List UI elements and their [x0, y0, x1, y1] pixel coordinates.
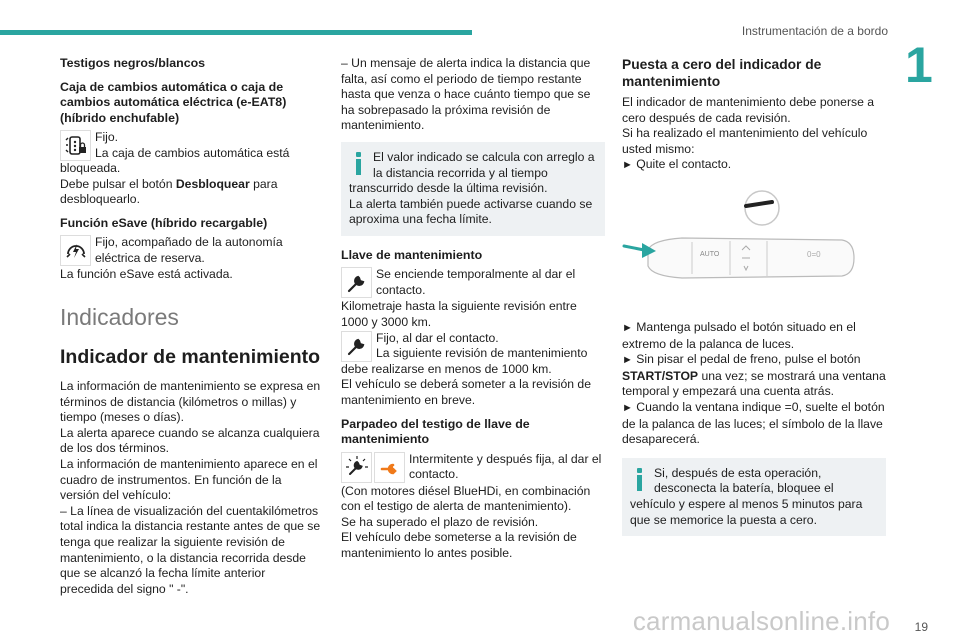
parpadeo-row	[341, 452, 605, 484]
mant-p1: La información de mantenimiento se expresa en términos de distancia (kilómetros o millas) y tiempo (meses o días).	[60, 379, 321, 425]
parp3-text: Se ha superado el plazo de revisión.	[341, 514, 539, 529]
start-stop-label: START/STOP	[622, 368, 699, 383]
info-note-1	[341, 142, 605, 236]
step-2	[622, 320, 886, 352]
info-icon	[630, 466, 648, 491]
note2-text: La alerta también puede activarse cuando se aproxima una fecha límite.	[349, 196, 593, 227]
alert-message-text: – Un mensaje de alerta indica la distancia que falta, así como el periodo de tiempo restante hasta que venza o hace cuánto tiempo que se ha sobrepasado la próxima revisión de mantenimiento.	[341, 56, 591, 133]
caja-action-post: para desbloquearlo.	[60, 176, 278, 207]
llave2b-text: La siguiente revisión de mantenimiento debe realizarse en menos de 1000 km.	[341, 346, 588, 376]
header-accent-bar	[0, 30, 472, 35]
caja-state: Fijo.	[95, 130, 119, 144]
step-2-text: Mantenga pulsado el botón situado en el extremo de la palanca de luces.	[622, 319, 856, 351]
step-arrow: ►	[622, 401, 633, 414]
esave-text: Fijo, acompañado de la autonomía eléctrica de reserva.	[95, 235, 283, 266]
step-4	[622, 400, 886, 448]
caja-action-pre: Debe pulsar el botón	[60, 176, 176, 191]
step-arrow: ►	[622, 321, 633, 334]
step-3-post: una vez; se mostrará una ventana temporal y empezará una cuenta atrás.	[622, 368, 886, 399]
wrench-icon	[341, 331, 372, 362]
llave-row-1	[341, 267, 605, 299]
puesta-p2: Si ha realizado el mantenimiento del vehículo usted mismo:	[622, 126, 868, 156]
heading-parpadeo: Parpadeo del testigo de llave de mantenimiento	[341, 416, 530, 447]
heading-llave: Llave de mantenimiento	[341, 247, 483, 262]
parp4-text: El vehículo debe someterse a la revisión de mantenimiento lo antes posible.	[341, 530, 577, 560]
note-battery-text: Si, después de esta operación, desconecta la batería, bloquee el vehículo y espere al menos 5 minutos para que se memorice la puesta a cero.	[630, 465, 863, 527]
heading-indicadores: Indicadores	[60, 304, 179, 331]
unlock-button-label: Desbloquear	[175, 176, 250, 191]
mant-p3: La información de mantenimiento aparece en el cuadro de instrumentos. En función de la versión del vehículo:	[60, 457, 318, 503]
step-1-text: Quite el contacto.	[636, 157, 732, 172]
key-symbol	[746, 202, 772, 206]
step-arrow: ►	[622, 159, 633, 172]
esave-row	[60, 235, 322, 267]
llave1b-text: Kilometraje hasta la siguiente revisión entre 1000 y 3000 km.	[341, 299, 577, 330]
step-4-text: Cuando la ventana indique =0, suelte el botón de la palanca de las luces; el símbolo de la llave desaparecerá.	[622, 399, 885, 447]
mant-p2: La alerta aparece cuando se alcanza cualquiera de los dos términos.	[60, 425, 320, 456]
heading-esave: Función eSave (híbrido recargable)	[60, 215, 268, 230]
zero-label: 0=0	[807, 249, 821, 259]
mant-p4: – La línea de visualización del cuentakilómetros total indica la distancia restante antes de que se tenga que realizar la siguiente revisión de mantenimiento, o la distancia recorrida desde que se alcanzó la fecha límite anterior precedida del signo " -".	[60, 503, 321, 596]
heading-puesta-cero: Puesta a cero del indicador de mantenimiento	[622, 57, 822, 89]
caja-text: La caja de cambios automática está bloqueada.	[60, 145, 290, 176]
parp1-text: Intermitente y después fija, al dar el contacto.	[409, 451, 602, 482]
press-arrow	[624, 246, 644, 250]
wrench-icon	[341, 267, 372, 298]
step-3	[622, 352, 886, 400]
heading-testigos: Testigos negros/blancos	[60, 56, 206, 70]
caja-warning-row	[60, 130, 322, 177]
gearbox-lock-icon	[60, 130, 91, 161]
orange-wrench-icon	[374, 452, 405, 483]
column-3	[622, 56, 886, 548]
heading-indicador-mantenimiento: Indicador de mantenimiento	[60, 346, 321, 369]
llave2a-text: Fijo, al dar el contacto.	[376, 330, 499, 345]
light-stalk-illustration	[622, 188, 886, 308]
info-icon	[349, 150, 367, 175]
llave1-text: Se enciende temporalmente al dar el contacto.	[376, 267, 576, 298]
column-1	[60, 56, 322, 597]
chapter-number: 1	[905, 37, 933, 93]
note1-text: El valor indicado se calcula con arreglo a la distancia recorrida y al tiempo transcurrido desde la última revisión.	[349, 149, 595, 196]
flashing-wrench-icon	[341, 452, 372, 483]
caja-action	[60, 177, 322, 208]
step-1	[622, 157, 886, 174]
step-arrow: ►	[622, 354, 633, 367]
llave2c-text: El vehículo se deberá someter a la revisión de mantenimiento en breve.	[341, 377, 591, 407]
esave-active: La función eSave está activada.	[60, 267, 233, 282]
column-2	[341, 56, 605, 562]
auto-label: AUTO	[700, 250, 720, 258]
puesta-p1: El indicador de mantenimiento debe ponerse a cero después de cada revisión.	[622, 95, 875, 125]
section-title: Instrumentación de a bordo	[741, 24, 888, 38]
esave-battery-icon	[60, 235, 91, 266]
parp2-text: (Con motores diésel BlueHDi, en combinación con el testigo de alerta de mantenimiento).	[341, 483, 591, 514]
watermark: carmanualsonline.info	[632, 606, 890, 636]
step-3-pre: Sin pisar el pedal de freno, pulse el botón	[636, 352, 861, 367]
heading-caja-cambios: Caja de cambios automática o caja de cambios automática eléctrica (e-EAT8) (híbrido enchufable)	[60, 79, 287, 125]
page-number: 19	[914, 620, 928, 634]
llave-row-2	[341, 331, 605, 378]
info-note-2	[622, 458, 886, 536]
